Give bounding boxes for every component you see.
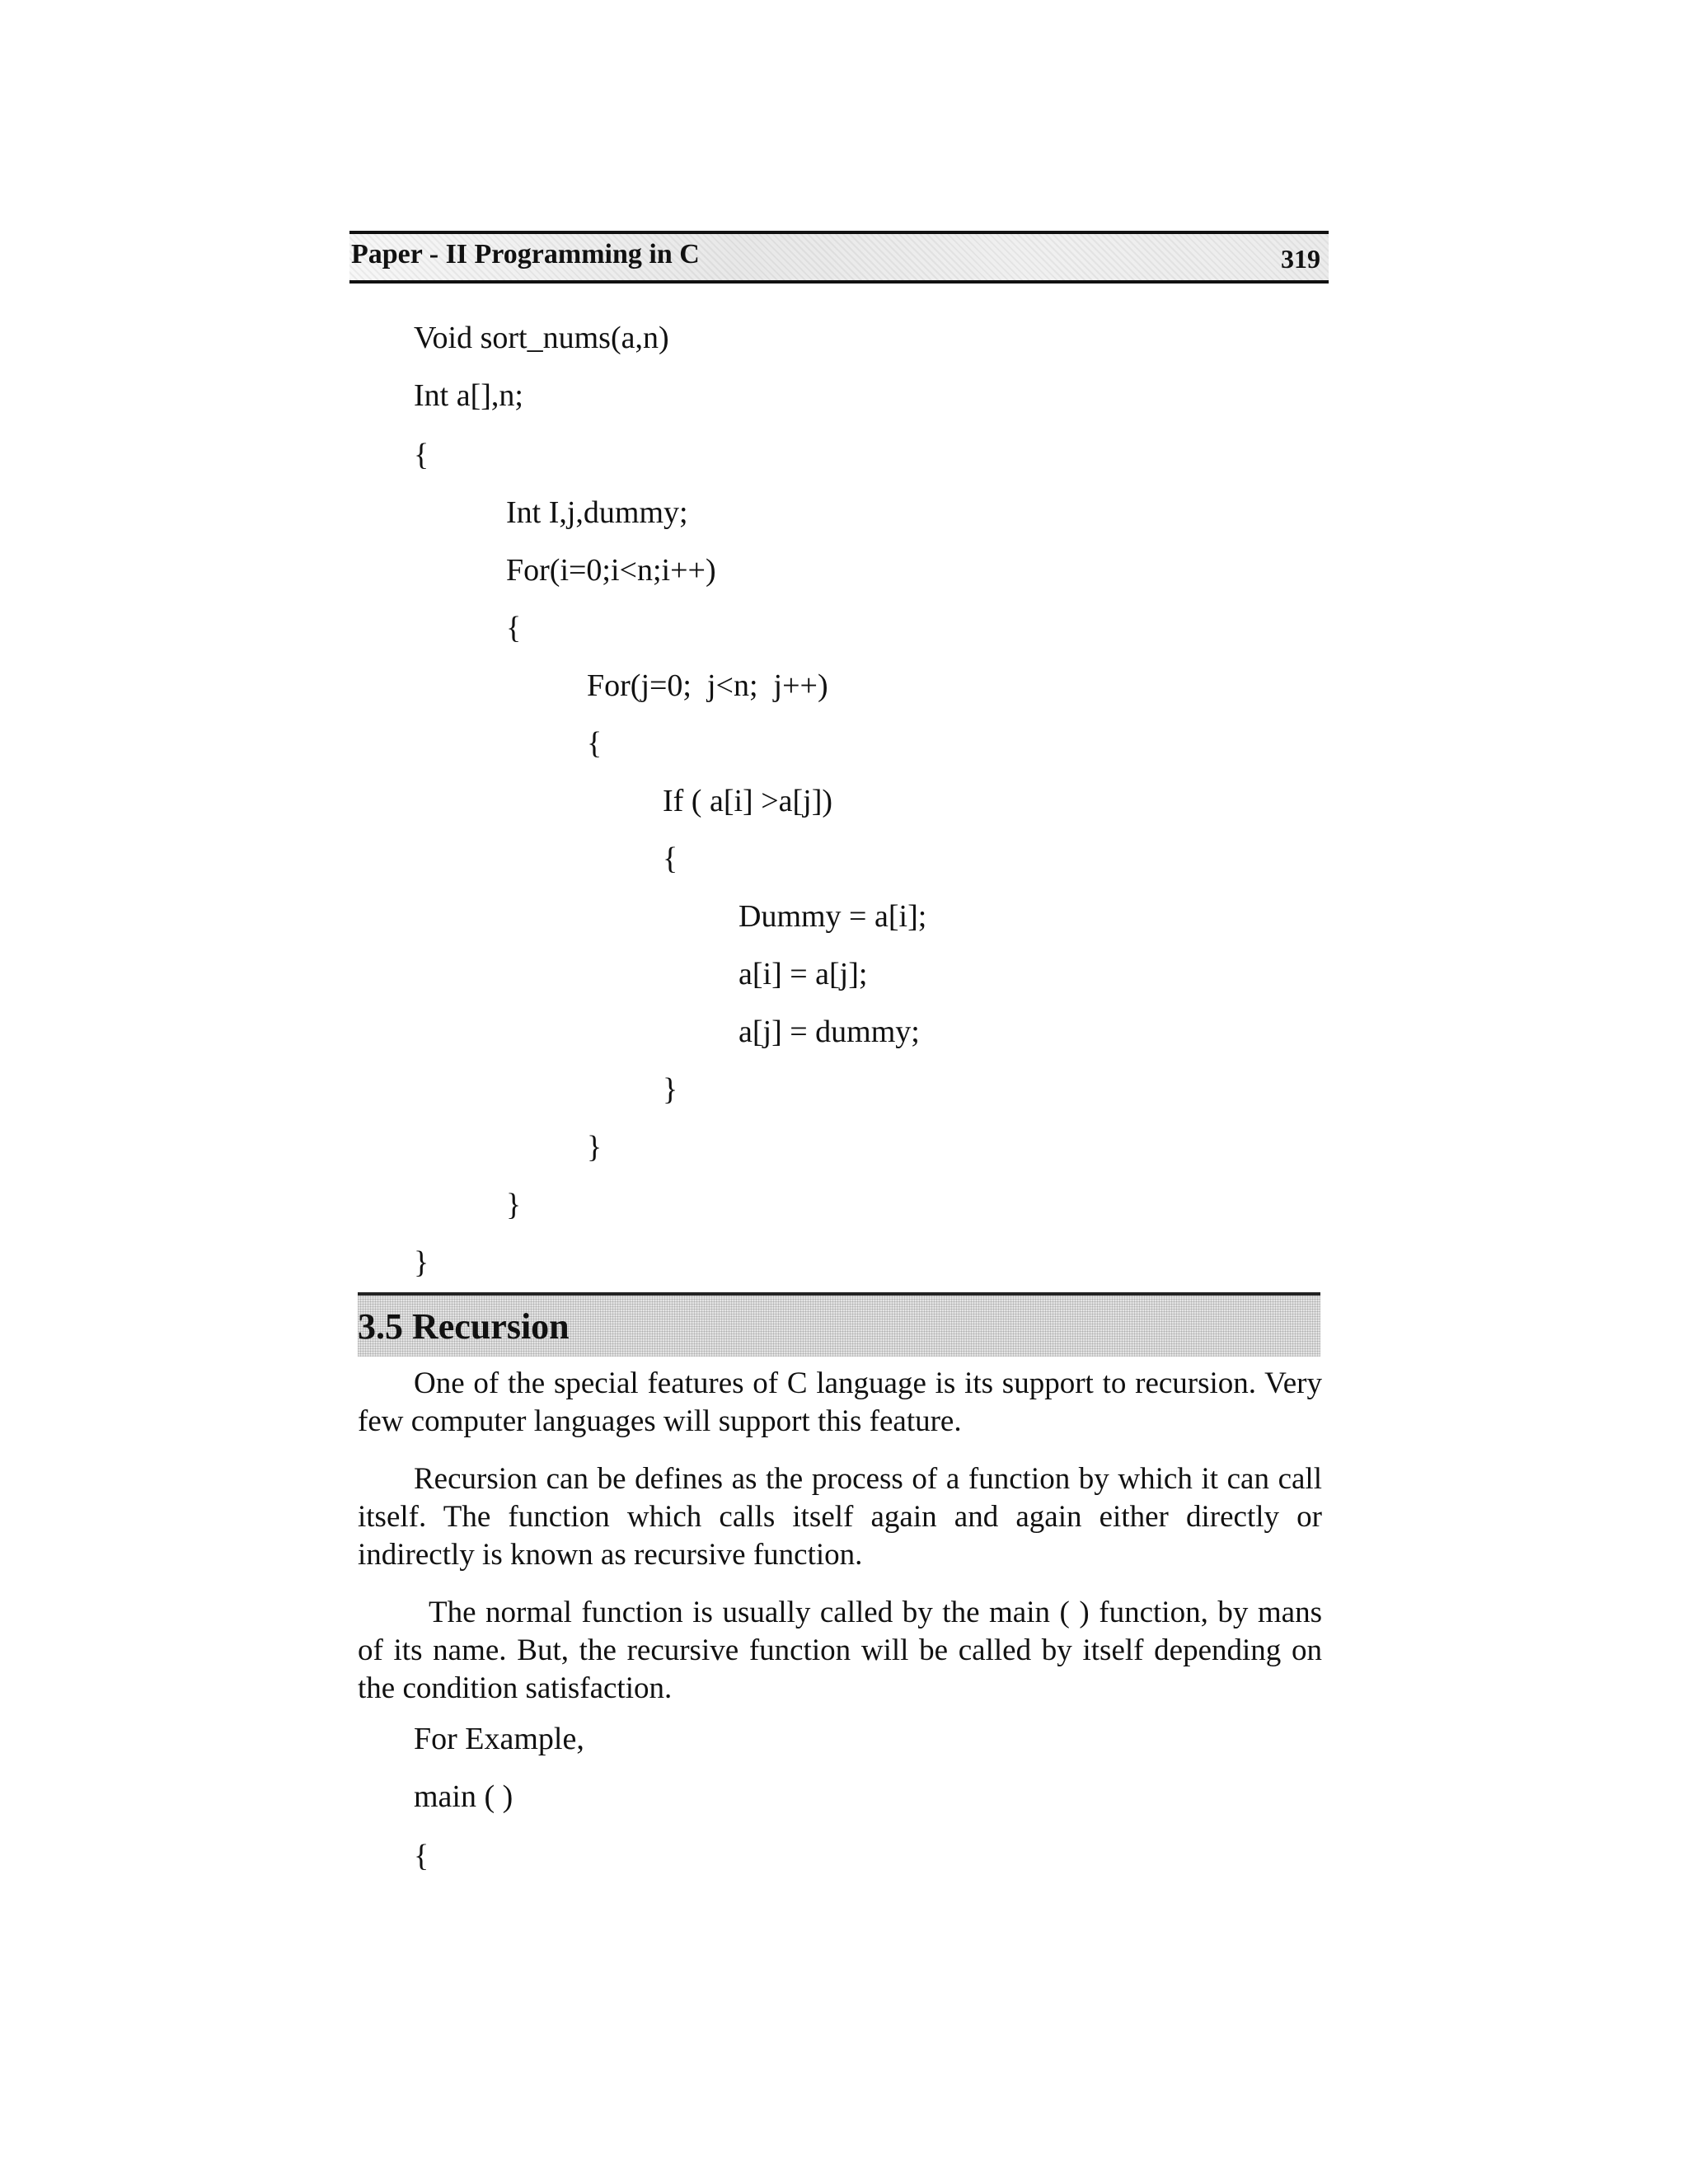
code-line: { [663, 841, 678, 876]
code-line: a[i] = a[j]; [738, 957, 868, 991]
code-line: Int I,j,dummy; [506, 495, 688, 530]
code-line: Int a[],n; [414, 378, 523, 413]
header-title: Paper - II Programming in C [351, 239, 700, 269]
code-line: main ( ) [414, 1779, 513, 1814]
code-line: { [587, 726, 603, 761]
code-line: For(j=0; j<n; j++) [587, 668, 828, 703]
code-line: a[j] = dummy; [738, 1015, 920, 1049]
code-line: } [663, 1072, 678, 1107]
code-line: If ( a[i] >a[j]) [663, 784, 833, 818]
paragraph: Recursion can be defines as the process of a function by which it can call itself. The function which calls itself again and again either directly or indirectly is known as recursive function. [358, 1462, 1322, 1572]
code-line: { [414, 438, 429, 472]
code-line: Void sort_nums(a,n) [414, 321, 669, 355]
code-line: { [414, 1839, 429, 1873]
paragraph: The normal function is usually called by the main ( ) function, by mans of its name. But, the recursive function will be called by itself depending on the condition satisfaction. [358, 1596, 1322, 1705]
section-heading [358, 1292, 1320, 1357]
running-header [349, 231, 1329, 284]
code-line: } [587, 1130, 603, 1165]
code-line: For(i=0;i<n;i++) [506, 553, 716, 588]
code-line: Dummy = a[i]; [738, 899, 927, 934]
code-line: { [506, 611, 522, 645]
code-line: } [414, 1245, 429, 1280]
section-heading-text: 3.5 Recursion [358, 1306, 570, 1347]
code-line: } [506, 1188, 522, 1222]
page-number: 319 [1281, 244, 1320, 274]
code-line: For Example, [414, 1722, 584, 1756]
paragraph: One of the special features of C language is its support to recursion. Very few computer languages will support this feature. [358, 1366, 1322, 1438]
